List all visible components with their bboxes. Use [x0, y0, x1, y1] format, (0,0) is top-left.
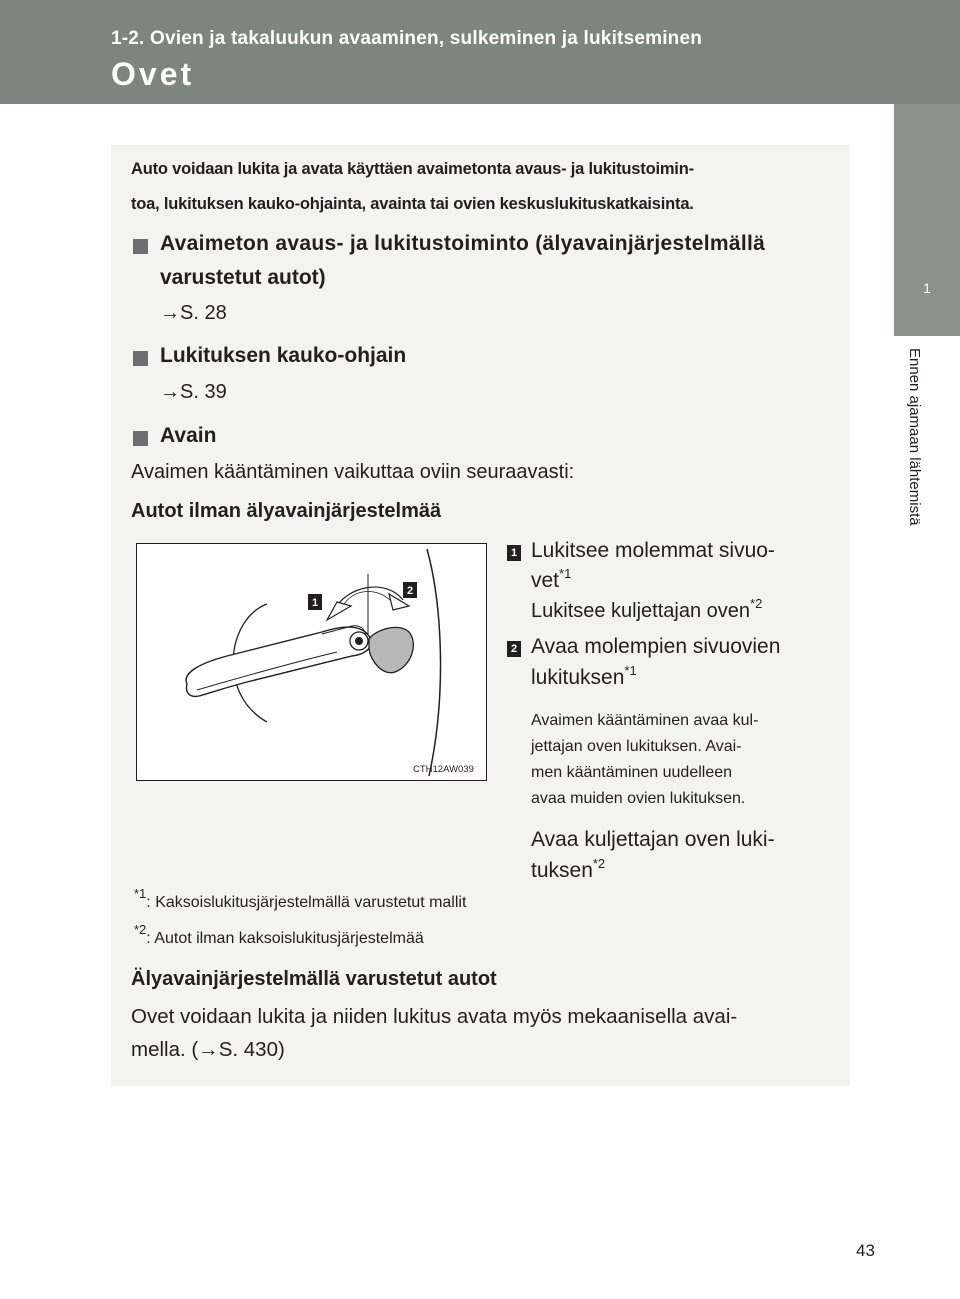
- item-badge-2: 2: [507, 641, 521, 657]
- remote-page-ref[interactable]: →S. 39: [160, 381, 227, 403]
- figure-badge-2: 2: [406, 585, 414, 597]
- smart-key-heading: Älyavainjärjestelmällä varustetut autot: [131, 968, 497, 990]
- intro-line-2: toa, lukituksen kauko-ohjainta, avainta tai ovien keskuslukituskatkaisinta.: [131, 195, 694, 213]
- figure-code: CTH12AW039: [413, 764, 474, 775]
- footnote-1: $^{*1}$: Kaksoislukitusjärjestelmällä varustetut mallit: [134, 886, 467, 911]
- figure-badge-1: 1: [311, 597, 319, 609]
- item2-line-2: lukituksen$^{*1}$: [531, 663, 637, 689]
- remote-heading: Lukituksen kauko-ohjain: [160, 344, 407, 367]
- chapter-label-text: Ennen ajamaan lähtemistä: [906, 348, 923, 526]
- footnote-ref-1: *1: [624, 663, 637, 678]
- section-subtitle: 1-2. Ovien ja takaluukun avaaminen, sulkeminen ja lukitseminen: [111, 28, 703, 49]
- item-badge-1: 1: [507, 545, 521, 561]
- chapter-header: [0, 0, 960, 104]
- page-number: 43: [856, 1241, 875, 1260]
- door-handle-figure: [136, 543, 487, 781]
- key-heading: Avain: [160, 424, 217, 447]
- item1-line-3: Lukitsee kuljettajan oven$^{*2}$: [531, 596, 763, 622]
- key-subheading: Autot ilman älyavainjärjestelmää: [131, 500, 442, 522]
- footnote-ref-2: *2: [592, 856, 606, 871]
- footnote-ref-1: *1: [559, 566, 572, 581]
- item1-line-2: vet$^{*1}$: [531, 566, 572, 592]
- bullet-square-icon: [133, 239, 148, 254]
- chapter-number: 1: [923, 280, 931, 296]
- item2b-line-1: Avaa kuljettajan oven luki-: [531, 828, 775, 851]
- note-line-2: jettajan oven lukituksen. Avai-: [531, 738, 742, 755]
- item2-line-1: Avaa molempien sivuovien: [531, 635, 781, 658]
- key-description: Avaimen kääntäminen vaikuttaa oviin seuraavasti:: [131, 461, 575, 483]
- footnote-2: $^{*2}$: Autot ilman kaksoislukitusjärjestelmää: [134, 922, 424, 947]
- smart-key-line-2: mella. (→S. 430): [131, 1038, 285, 1061]
- smart-key-line-1: Ovet voidaan lukita ja niiden lukitus avata myös mekaanisella avai-: [131, 1005, 738, 1028]
- bullet-square-icon: [133, 431, 148, 446]
- note-line-4: avaa muiden ovien lukituksen.: [531, 790, 746, 807]
- note-line-1: Avaimen kääntäminen avaa kul-: [531, 712, 759, 729]
- door-handle-key-illustration: [137, 544, 486, 780]
- intro-line-1: Auto voidaan lukita ja avata käyttäen avaimetonta avaus- ja lukitustoimin-: [131, 160, 694, 178]
- page-title: Ovet: [111, 56, 195, 92]
- keyless-heading-line-2: varustetut autot): [160, 266, 326, 289]
- footnote-ref-2: *2: [750, 596, 763, 611]
- keyless-heading-line-1: Avaimeton avaus- ja lukitustoiminto (älyavainjärjestelmällä: [160, 232, 766, 255]
- keyless-page-ref[interactable]: →S. 28: [160, 302, 227, 324]
- note-line-3: men kääntäminen uudelleen: [531, 764, 733, 781]
- item1-line-1: Lukitsee molemmat sivuo-: [531, 539, 775, 562]
- item2b-line-2: tuksen$^{*2}$: [531, 856, 606, 882]
- bullet-square-icon: [133, 351, 148, 366]
- chapter-label: [893, 346, 923, 596]
- chapter-tab: [894, 104, 960, 336]
